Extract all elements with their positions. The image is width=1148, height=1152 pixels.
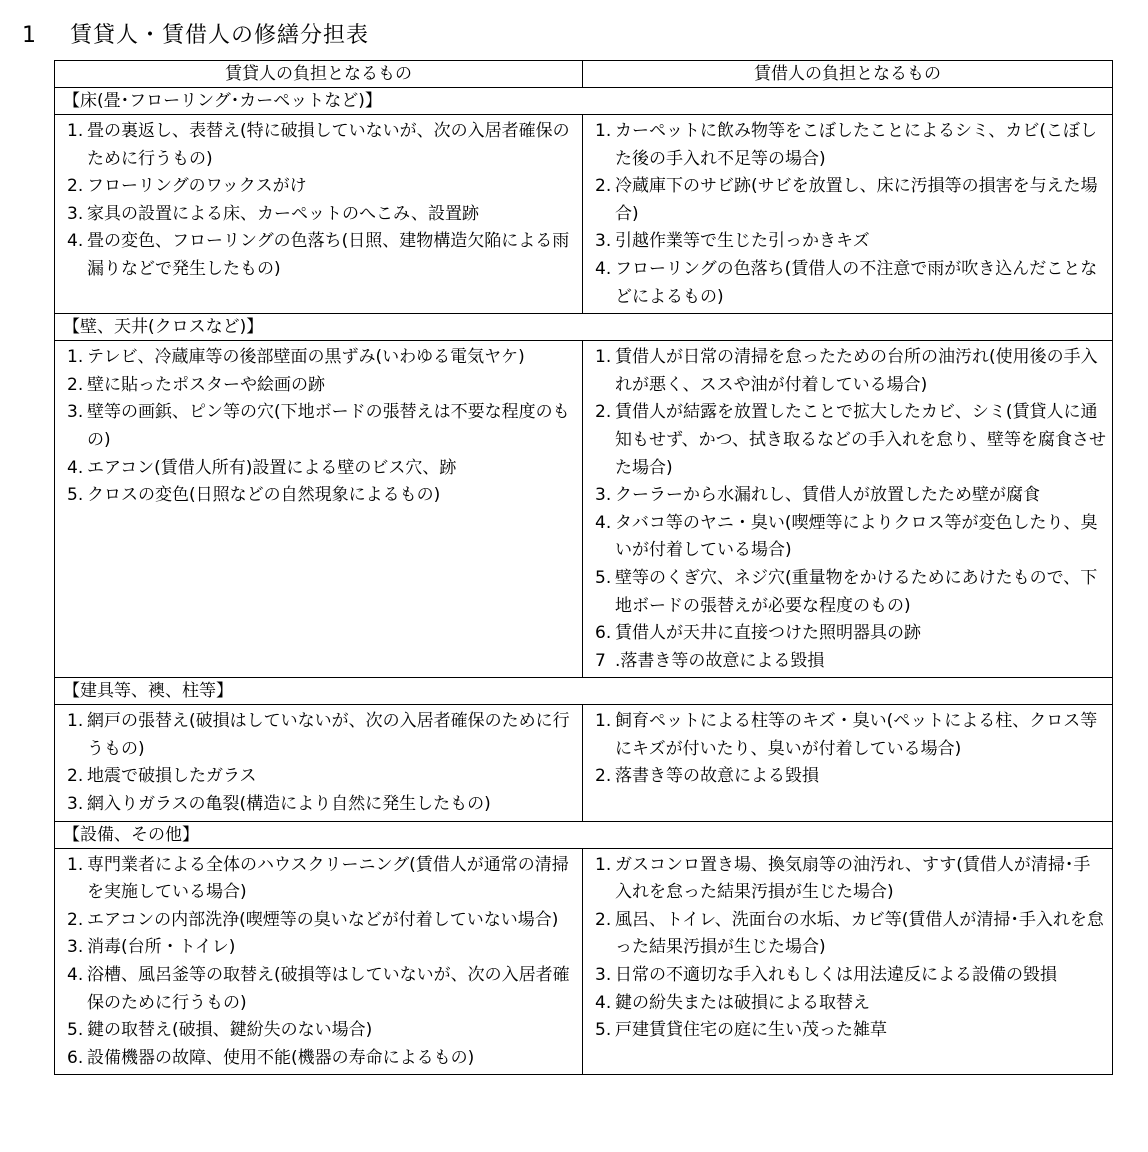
item-text: 壁に貼ったポスターや絵画の跡: [87, 374, 325, 395]
item-number: 5.: [67, 485, 84, 506]
category-heading: 【床(畳･フローリング･カーペットなど)】: [55, 88, 1113, 115]
landlord-cell: [55, 705, 583, 821]
category-row: [55, 821, 1113, 848]
list-item: [595, 118, 1106, 173]
item-number: 1.: [595, 854, 612, 875]
category-row: [55, 314, 1113, 341]
item-text: .落書き等の故意による毀損: [615, 650, 825, 671]
table-row: [55, 848, 1113, 1075]
item-number: 4.: [67, 457, 84, 478]
item-number: 3.: [595, 485, 612, 506]
item-text: 網戸の張替え(破損はしていないが、次の入居者確保のために行うもの): [87, 711, 570, 759]
item-number: 2.: [67, 374, 84, 395]
list-item: [595, 708, 1106, 763]
item-number: 1.: [595, 347, 612, 368]
item-text: 浴槽、風呂釜等の取替え(破損等はしていないが、次の入居者確保のために行うもの): [87, 965, 570, 1013]
item-number: 2.: [595, 766, 612, 787]
list-item: [595, 482, 1106, 510]
landlord-cell: [55, 341, 583, 678]
item-text: 落書き等の故意による毀損: [615, 766, 819, 787]
header-tenant: 賃借人の負担となるもの: [583, 61, 1113, 88]
item-text: 地震で破損したガラス: [87, 766, 257, 787]
item-number: 4.: [67, 965, 84, 986]
list-item: [67, 455, 576, 483]
item-text: 冷蔵庫下のサビ跡(サビを放置し、床に汚損等の損害を与えた場合): [615, 176, 1098, 224]
list-item: [595, 962, 1106, 990]
item-number: 5.: [67, 1020, 84, 1041]
tenant-cell: [583, 115, 1113, 314]
item-text: 鍵の取替え(破損、鍵紛失のない場合): [87, 1020, 373, 1041]
item-text: 畳の変色、フローリングの色落ち(日照、建物構造欠陥による雨漏りなどで発生したもの): [87, 231, 570, 279]
category-heading: 【壁、天井(クロスなど)】: [55, 314, 1113, 341]
table-header-row: [55, 61, 1113, 88]
item-text: タバコ等のヤニ・臭い(喫煙等によりクロス等が変色したり、臭いが付着している場合): [615, 512, 1098, 561]
landlord-items-list: [67, 118, 576, 284]
item-text: 戸建賃貸住宅の庭に生い茂った雑草: [615, 1020, 887, 1041]
category-row: [55, 88, 1113, 115]
table-body: [55, 88, 1113, 1075]
list-item: [595, 1017, 1106, 1045]
tenant-cell: [583, 848, 1113, 1075]
landlord-items-list: [67, 344, 576, 510]
list-item: [67, 852, 576, 907]
tenant-cell: [583, 705, 1113, 821]
table-row: [55, 341, 1113, 678]
list-item: [595, 344, 1106, 399]
tenant-items-list: [595, 344, 1106, 675]
item-number: 3.: [595, 231, 612, 252]
item-text: クーラーから水漏れし、賃借人が放置したため壁が腐食: [615, 485, 1040, 506]
item-number: 1.: [67, 854, 84, 875]
item-text: ガスコンロ置き場、換気扇等の油汚れ、すす(賃借人が清掃･手入れを怠った結果汚損が生じた場合): [615, 854, 1091, 903]
tenant-items-list: [595, 708, 1106, 791]
item-number: 3.: [67, 402, 84, 423]
repair-sharing-table: [54, 60, 1113, 1075]
item-text: クロスの変色(日照などの自然現象によるもの): [87, 485, 441, 506]
list-item: [595, 852, 1106, 907]
item-number: 2.: [595, 402, 612, 423]
item-text: 飼育ペットによる柱等のキズ・臭い(ペットによる柱、クロス等にキズが付いたり、臭いが付着している場合): [615, 711, 1098, 759]
category-heading: 【設備、その他】: [55, 821, 1113, 848]
list-item: [67, 399, 576, 454]
list-item: [595, 907, 1106, 962]
item-text: 家具の設置による床、カーペットのへこみ、設置跡: [87, 203, 480, 224]
item-number: 1.: [67, 121, 84, 141]
landlord-cell: [55, 115, 583, 314]
item-number: 1.: [595, 121, 612, 141]
item-number: 5.: [595, 567, 612, 588]
list-item: [67, 907, 576, 935]
tenant-cell: [583, 341, 1113, 678]
list-item: [67, 763, 576, 791]
list-item: [595, 510, 1106, 565]
table-row: [55, 705, 1113, 821]
item-text: エアコン(賃借人所有)設置による壁のビス穴、跡: [87, 457, 457, 478]
header-landlord: 賃貸人の負担となるもの: [55, 61, 583, 88]
category-heading: 【建具等、襖、柱等】: [55, 678, 1113, 705]
list-item: [595, 399, 1106, 482]
item-number: 2.: [67, 909, 84, 930]
list-item: [67, 228, 576, 283]
item-number: 2.: [595, 176, 612, 197]
list-item: [67, 344, 576, 372]
item-number: 2.: [595, 909, 612, 930]
list-item: [595, 990, 1106, 1018]
list-item: [67, 201, 576, 229]
list-item: [595, 620, 1106, 648]
list-item: [595, 565, 1106, 620]
list-item: [67, 934, 576, 962]
list-item: [67, 482, 576, 510]
list-item: [67, 372, 576, 400]
item-text: 賃借人が日常の清掃を怠ったための台所の油汚れ(使用後の手入れが悪く、ススや油が付着している場合): [615, 347, 1098, 395]
list-item: [67, 708, 576, 763]
item-number: 3.: [595, 965, 612, 986]
category-row: [55, 678, 1113, 705]
list-item: [595, 173, 1106, 228]
item-text: 壁等の画鋲、ピン等の穴(下地ボードの張替えは不要な程度のもの): [87, 402, 570, 450]
landlord-items-list: [67, 708, 576, 818]
item-text: 網入りガラスの亀裂(構造により自然に発生したもの): [87, 794, 491, 815]
item-number: 3.: [67, 203, 84, 224]
item-number: 6.: [595, 623, 612, 644]
item-text: 鍵の紛失または破損による取替え: [615, 992, 870, 1013]
list-item: [67, 1045, 576, 1073]
item-number: 4.: [67, 231, 84, 252]
list-item: [595, 648, 1106, 676]
item-number: 5.: [595, 1020, 612, 1041]
list-item: [67, 118, 576, 173]
item-number: 2.: [67, 176, 84, 197]
item-text: 畳の裏返し、表替え(特に破損していないが、次の入居者確保のために行うもの): [87, 121, 570, 169]
item-text: フローリングの色落ち(賃借人の不注意で雨が吹き込んだことなどによるもの): [615, 258, 1098, 307]
item-number: 4.: [595, 992, 612, 1013]
item-text: 専門業者による全体のハウスクリーニング(賃借人が通常の清掃を実施している場合): [87, 854, 569, 903]
item-number: 2.: [67, 766, 84, 787]
table-row: [55, 115, 1113, 314]
item-number: 7: [595, 650, 606, 671]
landlord-cell: [55, 848, 583, 1075]
item-text: 賃借人が天井に直接つけた照明器具の跡: [615, 623, 921, 644]
item-text: フローリングのワックスがけ: [87, 176, 307, 197]
list-item: [67, 173, 576, 201]
item-number: 4.: [595, 258, 612, 279]
item-text: カーペットに飲み物等をこぼしたことによるシミ、カビ(こぼした後の手入れ不足等の場合): [615, 121, 1097, 169]
item-number: 3.: [67, 794, 84, 815]
item-text: 壁等のくぎ穴、ネジ穴(重量物をかけるためにあけたもので、下地ボードの張替えが必要な程度のもの): [615, 567, 1098, 616]
item-number: 4.: [595, 512, 612, 533]
list-item: [67, 791, 576, 819]
list-item: [67, 1017, 576, 1045]
item-text: エアコンの内部洗浄(喫煙等の臭いなどが付着していない場合): [87, 909, 559, 930]
title-text: 賃貸人・賃借人の修繕分担表: [70, 23, 370, 48]
item-number: 1.: [67, 711, 84, 732]
item-text: 賃借人が結露を放置したことで拡大したカビ、シミ(賃貸人に通知もせず、かつ、拭き取るなどの手入れを怠り、壁等を腐食させた場合): [615, 402, 1106, 478]
item-text: 設備機器の故障、使用不能(機器の寿命によるもの): [87, 1047, 475, 1068]
item-text: 引越作業等で生じた引っかきキズ: [615, 231, 870, 252]
list-item: [67, 962, 576, 1017]
item-number: 1.: [595, 711, 612, 732]
item-number: 3.: [67, 937, 84, 958]
tenant-items-list: [595, 118, 1106, 311]
landlord-items-list: [67, 852, 576, 1073]
item-text: 風呂、トイレ、洗面台の水垢、カビ等(賃借人が清掃･手入れを怠った結果汚損が生じた場合): [615, 909, 1104, 958]
tenant-items-list: [595, 852, 1106, 1045]
item-number: 1.: [67, 347, 84, 368]
item-text: 消毒(台所・トイレ): [87, 937, 236, 958]
item-number: 6.: [67, 1047, 84, 1068]
title-number: 1: [22, 23, 37, 48]
list-item: [595, 228, 1106, 256]
list-item: [595, 256, 1106, 311]
item-text: 日常の不適切な手入れもしくは用法違反による設備の毀損: [615, 965, 1057, 986]
item-text: テレビ、冷蔵庫等の後部壁面の黒ずみ(いわゆる電気ヤケ): [87, 347, 525, 368]
page-title: [22, 18, 369, 49]
list-item: [595, 763, 1106, 791]
